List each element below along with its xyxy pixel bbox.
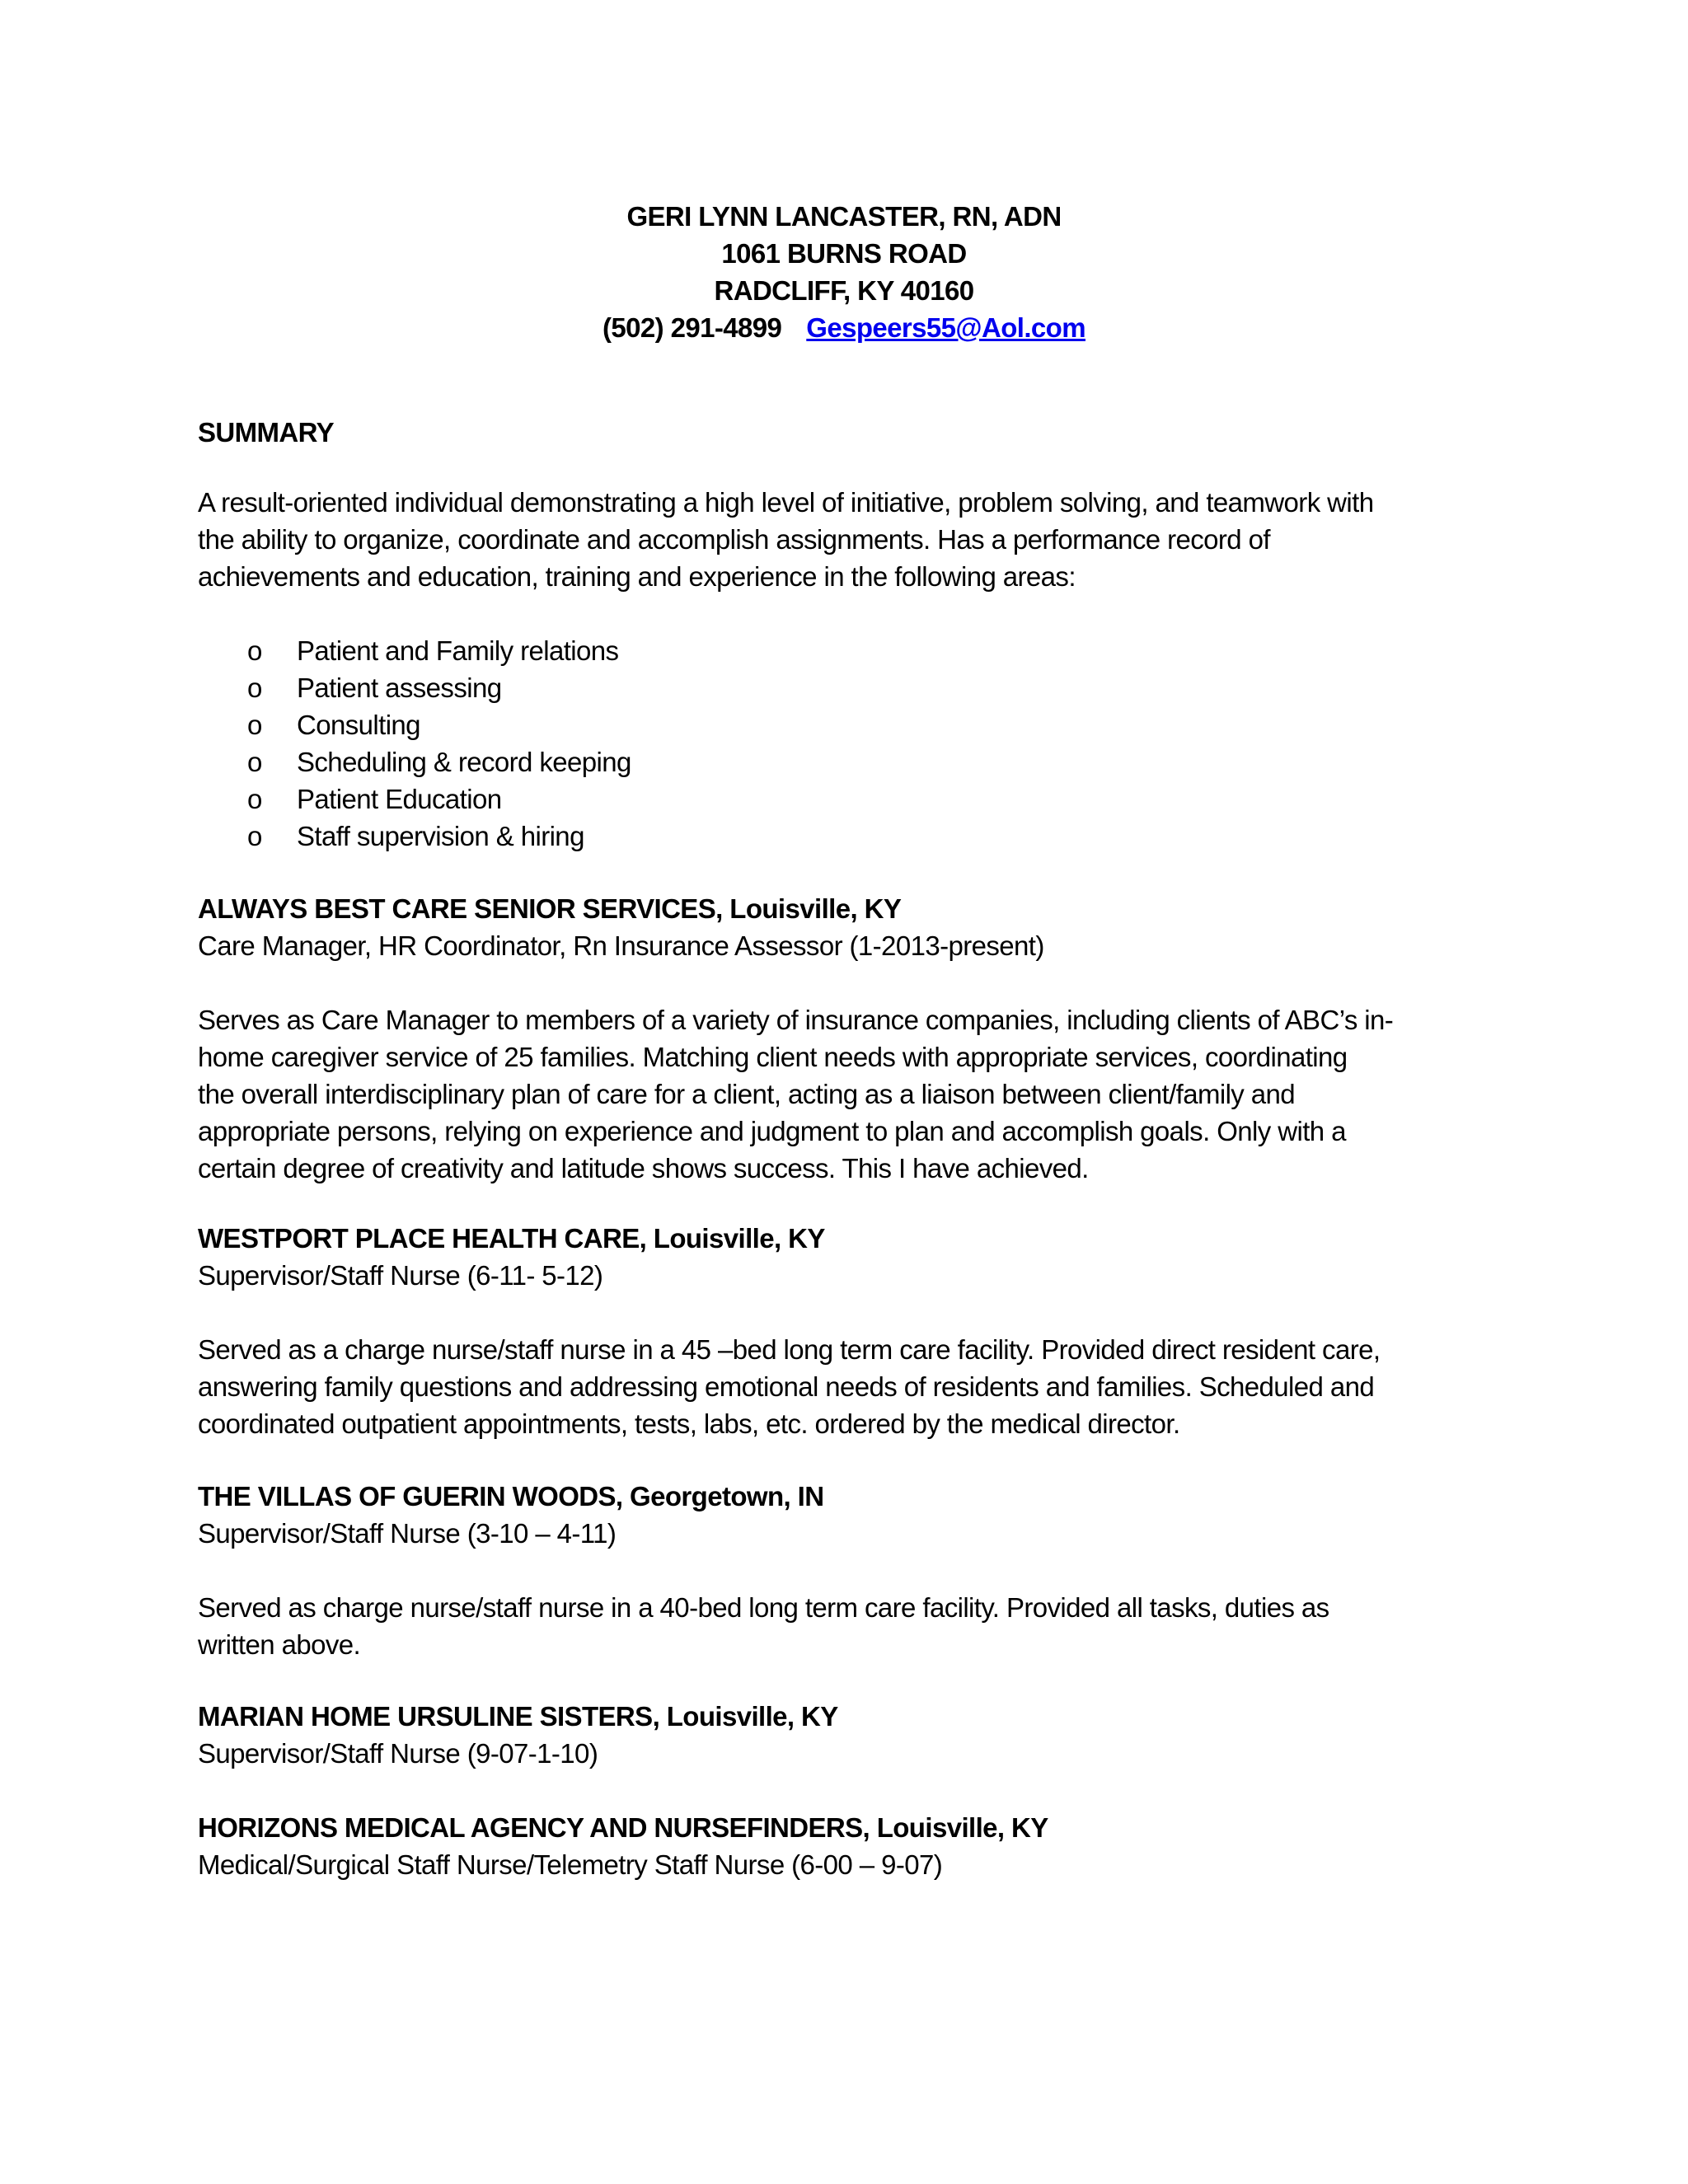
description-line: answering family questions and addressing emotional needs of residents and families. Scheduled and [198,1371,1375,1402]
circle-bullet-icon: o [247,635,262,666]
skill-label: Patient Education [297,784,502,814]
job-entry [198,890,1500,964]
job-role: Supervisor/Staff Nurse (9-07-1-10) [198,1738,598,1769]
description-line: Served as charge nurse/staff nurse in a 40-bed long term care facility. Provided all tasks, duties as [198,1592,1329,1623]
circle-bullet-icon: o [247,821,262,851]
job-entry [198,1809,1500,1883]
phone-email-line [0,309,1688,346]
employer-heading: MARIAN HOME URSULINE SISTERS, Louisville, KY [198,1701,838,1732]
list-item [198,818,1500,855]
job-role: Care Manager, HR Coordinator, Rn Insurance Assessor (1-2013-present) [198,930,1044,961]
list-item [198,706,1500,743]
summary-paragraph [198,484,1500,595]
description-line: Serves as Care Manager to members of a variety of insurance companies, including clients of ABC’s in- [198,1005,1394,1035]
job-role: Medical/Surgical Staff Nurse/Telemetry Staff Nurse (6-00 – 9-07) [198,1849,943,1880]
city-state-zip: RADCLIFF, KY 40160 [714,275,974,306]
skill-label: Staff supervision & hiring [297,821,584,851]
street-address: 1061 BURNS ROAD [721,238,967,269]
skill-label: Consulting [297,710,420,740]
job-description [198,1589,1500,1663]
circle-bullet-icon: o [247,747,262,777]
skill-label: Patient assessing [297,673,502,703]
summary-line: achievements and education, training and experience in the following areas: [198,561,1076,592]
description-line: appropriate persons, relying on experience and judgment to plan and accomplish goals. Only with a [198,1116,1346,1146]
job-entry [198,1220,1500,1294]
list-item [198,743,1500,780]
employer-heading: WESTPORT PLACE HEALTH CARE, Louisville, KY [198,1223,825,1254]
list-item [198,780,1500,818]
job-description [198,1331,1500,1442]
job-role: Supervisor/Staff Nurse (3-10 – 4-11) [198,1518,617,1549]
email-link[interactable]: Gespeers55@Aol.com [806,312,1085,343]
skill-label: Patient and Family relations [297,635,619,666]
summary-heading: SUMMARY [198,417,335,448]
skill-label: Scheduling & record keeping [297,747,631,777]
description-line: coordinated outpatient appointments, tests, labs, etc. ordered by the medical director. [198,1408,1180,1439]
employer-heading: HORIZONS MEDICAL AGENCY AND NURSEFINDERS, Louisville, KY [198,1812,1048,1843]
circle-bullet-icon: o [247,710,262,740]
employer-heading: ALWAYS BEST CARE SENIOR SERVICES, Louisville, KY [198,893,902,924]
summary-line: the ability to organize, coordinate and accomplish assignments. Has a performance record of [198,524,1270,555]
phone-number: (502) 291-4899 [603,312,782,343]
skills-list-container [198,632,1500,855]
description-line: Served as a charge nurse/staff nurse in a 45 –bed long term care facility. Provided direct resident care, [198,1334,1381,1365]
contact-header [0,198,1688,346]
job-entry [198,1478,1500,1552]
candidate-name: GERI LYNN LANCASTER, RN, ADN [626,201,1062,232]
job-entry [198,1698,1500,1772]
circle-bullet-icon: o [247,673,262,703]
description-line: home caregiver service of 25 families. Matching client needs with appropriate services, coordinating [198,1042,1348,1072]
job-role: Supervisor/Staff Nurse (6-11- 5-12) [198,1260,603,1291]
description-line: the overall interdisciplinary plan of care for a client, acting as a liaison between client/family and [198,1079,1296,1109]
description-line: written above. [198,1629,361,1660]
description-line: certain degree of creativity and latitude shows success. This I have achieved. [198,1153,1089,1183]
summary-line: A result-oriented individual demonstrating a high level of initiative, problem solving, and teamwork with [198,487,1374,518]
job-description [198,1001,1500,1187]
list-item [198,632,1500,669]
list-item [198,669,1500,706]
skills-list [198,632,1500,855]
circle-bullet-icon: o [247,784,262,814]
employer-heading: THE VILLAS OF GUERIN WOODS, Georgetown, IN [198,1481,824,1511]
